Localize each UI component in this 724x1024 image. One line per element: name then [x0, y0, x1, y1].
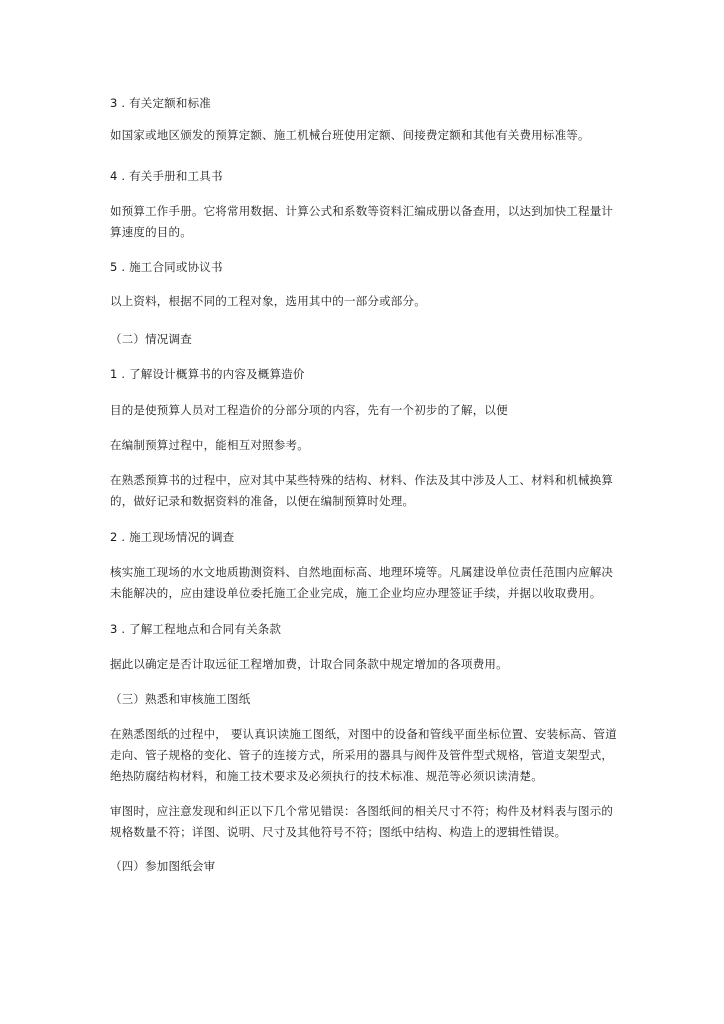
heading-site-survey: 2 . 施工现场情况的调查: [110, 530, 235, 544]
paragraph-design-estimate-reference: 在编制预算过程中，能相互对照参考。: [110, 438, 309, 452]
paragraph-construction-contract: 以上资料，根据不同的工程对象，选用其中的一部分或部分。: [110, 294, 426, 308]
paragraph-design-estimate-purpose: 目的是使预算人员对工程造价的分部分项的内容，先有一个初步的了解，以便: [110, 403, 508, 417]
section-heading-drawing-review: （三）熟悉和审核施工图纸: [110, 692, 251, 706]
paragraph-quota-standards: 如国家或地区颁发的预算定额、施工机械台班使用定额、间接费定额和其他有关费用标准等。: [110, 128, 590, 142]
heading-manuals-tools: 4 . 有关手册和工具书: [110, 169, 223, 183]
heading-quota-standards: 3 . 有关定额和标准: [110, 96, 211, 110]
paragraph-project-location-contract: 据此以确定是否计取远征工程增加费，计取合同条款中规定增加的各项费用。: [110, 657, 508, 671]
section-heading-situation-survey: （二）情况调查: [110, 332, 192, 346]
heading-design-estimate: 1 . 了解设计概算书的内容及概算造价: [110, 367, 305, 381]
paragraph-site-survey: 核实施工现场的水文地质勘测资料、自然地面标高、地理环境等。凡属建设单位责任范围内应解决未能解决的，应由建设单位委托施工企业完成，施工企业均应办理签证手续，并据以收取费用。: [110, 565, 614, 600]
heading-project-location-contract: 3 . 了解工程地点和合同有关条款: [110, 622, 282, 636]
section-heading-drawing-joint-review: （四）参加图纸会审: [110, 859, 216, 873]
paragraph-drawing-errors: 审图时，应注意发现和纠正以下几个常见错误：各图纸间的相关尺寸不符；构件及材料表与图示的规格数量不符；详图、说明、尺寸及其他符号不符；图纸中结构、构造上的逻辑性错误。: [110, 804, 614, 839]
heading-construction-contract: 5 . 施工合同或协议书: [110, 260, 223, 274]
paragraph-estimate-review: 在熟悉预算书的过程中，应对其中某些特殊的结构、材料、作法及其中涉及人工、材料和机械换算的，做好记录和数据资料的准备，以便在编制预算时处理。: [110, 473, 614, 508]
paragraph-manuals-tools: 如预算工作手册。它将常用数据、计算公式和系数等资料汇编成册以备查用，以达到加快工程量计算速度的目的。: [110, 204, 614, 239]
paragraph-drawing-reading: 在熟悉图纸的过程中， 要认真识读施工图纸，对图中的设备和管线平面坐标位置、安装标高、管道走向、管子规格的变化、管子的连接方式，所采用的器具与阀件及管件型式规格，管道支架型式，绝热防腐结构材料，和施工技术要求及必须执行的技术标准、规范等必须识读清楚。: [110, 727, 617, 783]
